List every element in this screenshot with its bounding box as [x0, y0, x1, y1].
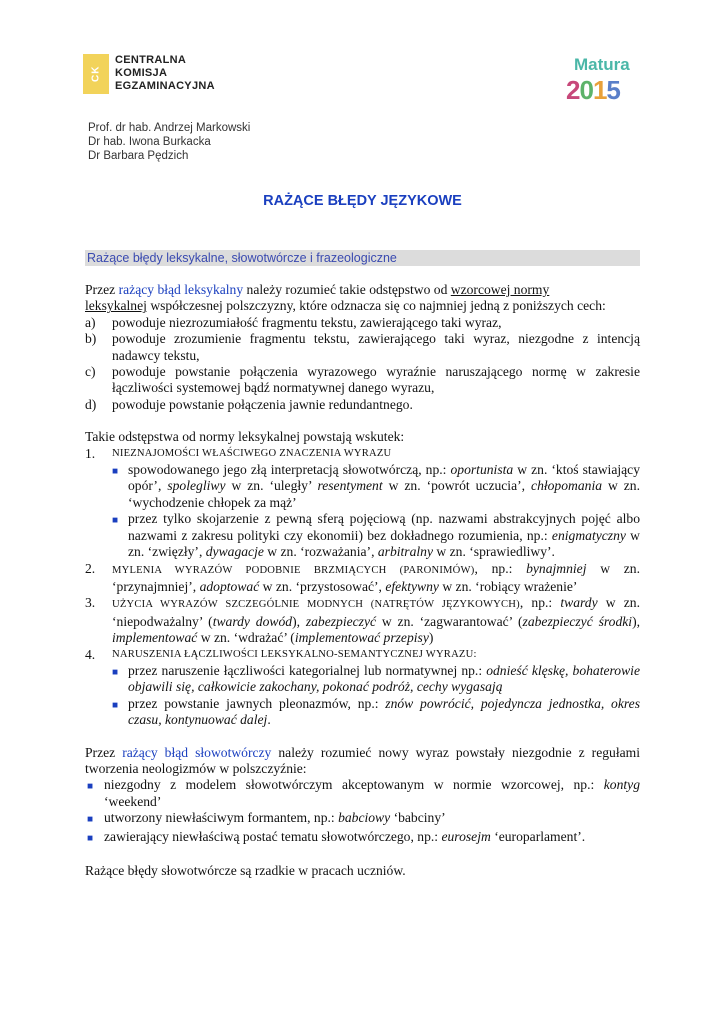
bullet-icon: ■ — [112, 515, 119, 527]
page-title: RAŻĄCE BŁĘDY JĘZYKOWE — [263, 193, 462, 209]
list-item: d) powoduje powstanie połączenia jawnie redundantnego. — [85, 396, 413, 412]
word-formation-definition: Przez rażący błąd słowotwórczy należy rozumieć nowy wyraz powstały niezgodnie z regułami tworzenia neologizmów w polszczyźnie: — [85, 744, 640, 776]
list-item: a) powoduje niezrozumiałość fragmentu tekstu, zawierającego taki wyraz, — [85, 314, 502, 330]
bullet-item: ■ zawierający niewłaściwą postać tematu słowotwórczego, np.: eurosejm ‘europarlament’. — [85, 829, 640, 847]
author: Dr Barbara Pędzich — [88, 150, 189, 162]
bullet-icon: ■ — [112, 666, 119, 678]
bullet-item: ■ spowodowanego jego złą interpretacją słowotwórczą, np.: oportunista w zn. ‘ktoś stawiający opór’, spolegliwy w zn. ‘uległy’ resentyment w zn. ‘powrót uczucia’, chłopomania w zn. ‘wychodzenie chłopek za mąż’ — [112, 462, 641, 510]
lexical-definition: Przez rażący błąd leksykalny należy rozumieć takie odstępstwo od wzorcowej normy leksykalnej współczesnej polszczyzny, które odznacza się co najmniej jedną z poniższych cech: — [85, 282, 606, 314]
matura-year — [566, 77, 646, 103]
section-heading: Rażące błędy leksykalne, słowotwórcze i frazeologiczne — [85, 250, 640, 266]
matura-logo — [566, 55, 646, 103]
logo-line: CENTRALNA — [115, 54, 187, 66]
document-body — [85, 282, 640, 879]
closing-sentence: Rażące błędy słowotwórcze są rzadkie w pracach uczniów. — [85, 863, 406, 878]
author: Dr hab. Iwona Burkacka — [88, 136, 211, 148]
bullet-item: ■ niezgodny z modelem słowotwórczym akceptowanym w normie wzorcowej, np.: kontyg ‘weekend’ — [87, 777, 640, 809]
year-digit: 5 — [606, 75, 620, 105]
logo-line: KOMISJA — [115, 67, 168, 79]
bullet-item: ■ przez tylko skojarzenie z pewną sferą pojęciową (np. nazwami abstrakcyjnych pojęć albo nazwami z zakresu polityki czy ekonomii) bez dokładnego rozumienia, np.: enigmatyczny w zn. ‘zwięzły’, dywagacje w zn. ‘rozważania’, arbitralny w zn. ‘sprawiedliwy’. — [112, 511, 640, 560]
term-lexical: rażący błąd leksykalny — [118, 282, 244, 297]
year-digit: 0 — [579, 75, 593, 105]
cause-item: 1. NIEZNAJOMOŚCI WŁAŚCIWEGO ZNACZENIA WYRAZU — [85, 445, 392, 461]
author: Prof. dr hab. Andrzej Markowski — [88, 122, 251, 134]
cause-item: 2. MYLENIA WYRAZÓW PODOBNIE BRZMIĄCYCH (PARONIMÓW), np.: bynajmniej w zn. ‘przynajmniej’, adoptować w zn. ‘przystosować’, efektywny w zn. ‘robiący wrażenie’ — [85, 560, 641, 594]
bullet-item: ■ utworzony niewłaściwym formantem, np.: babciowy ‘babciny’ — [85, 810, 640, 828]
cause-item: 4. NARUSZENIA ŁĄCZLIWOŚCI LEKSYKALNO-SEMANTYCZNEJ WYRAZU: — [85, 646, 477, 662]
bullet-icon: ■ — [87, 832, 94, 844]
authors — [88, 121, 250, 163]
cke-logo — [83, 54, 215, 94]
logo-line: EGZAMINACYJNA — [115, 80, 215, 92]
list-item: b) powoduje zrozumienie fragmentu tekstu, zawierającego taki wyraz, niezgodne z intencją nadawcy tekstu, — [85, 331, 640, 363]
bullet-item: ■ przez powstanie jawnych pleonazmów, np.: znów powrócić, pojedyncza jednostka, okres czasu, kontynuować dalej. — [112, 695, 640, 728]
bullet-item: ■ przez naruszenie łączliwości kategorialnej lub normatywnej np.: odnieść klęskę, bohaterowie objawili się, całkowicie zakochany, pokonać podróż, cechy wygasają — [112, 662, 640, 695]
list-item: c) powoduje powstanie połączenia wyrazowego wyraźnie naruszającego normę w zakresie łączliwości systemowej bądź normatywnej danego wyrazu, — [85, 364, 640, 396]
term-word-formation: rażący błąd słowotwórczy — [122, 744, 272, 760]
cke-logo-mark: CK — [83, 54, 109, 94]
year-digit: 1 — [592, 75, 607, 105]
bullet-icon: ■ — [87, 814, 94, 826]
bullet-icon: ■ — [112, 699, 119, 711]
bullet-icon: ■ — [112, 466, 119, 478]
year-digit: 2 — [566, 75, 580, 105]
cause-item: 3. UŻYCIA WYRAZÓW SZCZEGÓLNIE MODNYCH (NATRĘTÓW JĘZYKOWYCH), np.: twardy w zn. ‘niepodważalny’ (twardy dowód), zabezpieczyć w zn. ‘zagwarantować’ (zabezpieczyć środki), implementować w zn. ‘wdrażać’ (implementować przepisy) — [85, 595, 641, 646]
cke-logo-text — [115, 54, 215, 93]
causes-intro: Takie odstępstwa od normy leksykalnej powstają wskutek: — [85, 429, 405, 445]
matura-word: Matura — [574, 55, 630, 74]
bullet-icon: ■ — [87, 781, 94, 793]
